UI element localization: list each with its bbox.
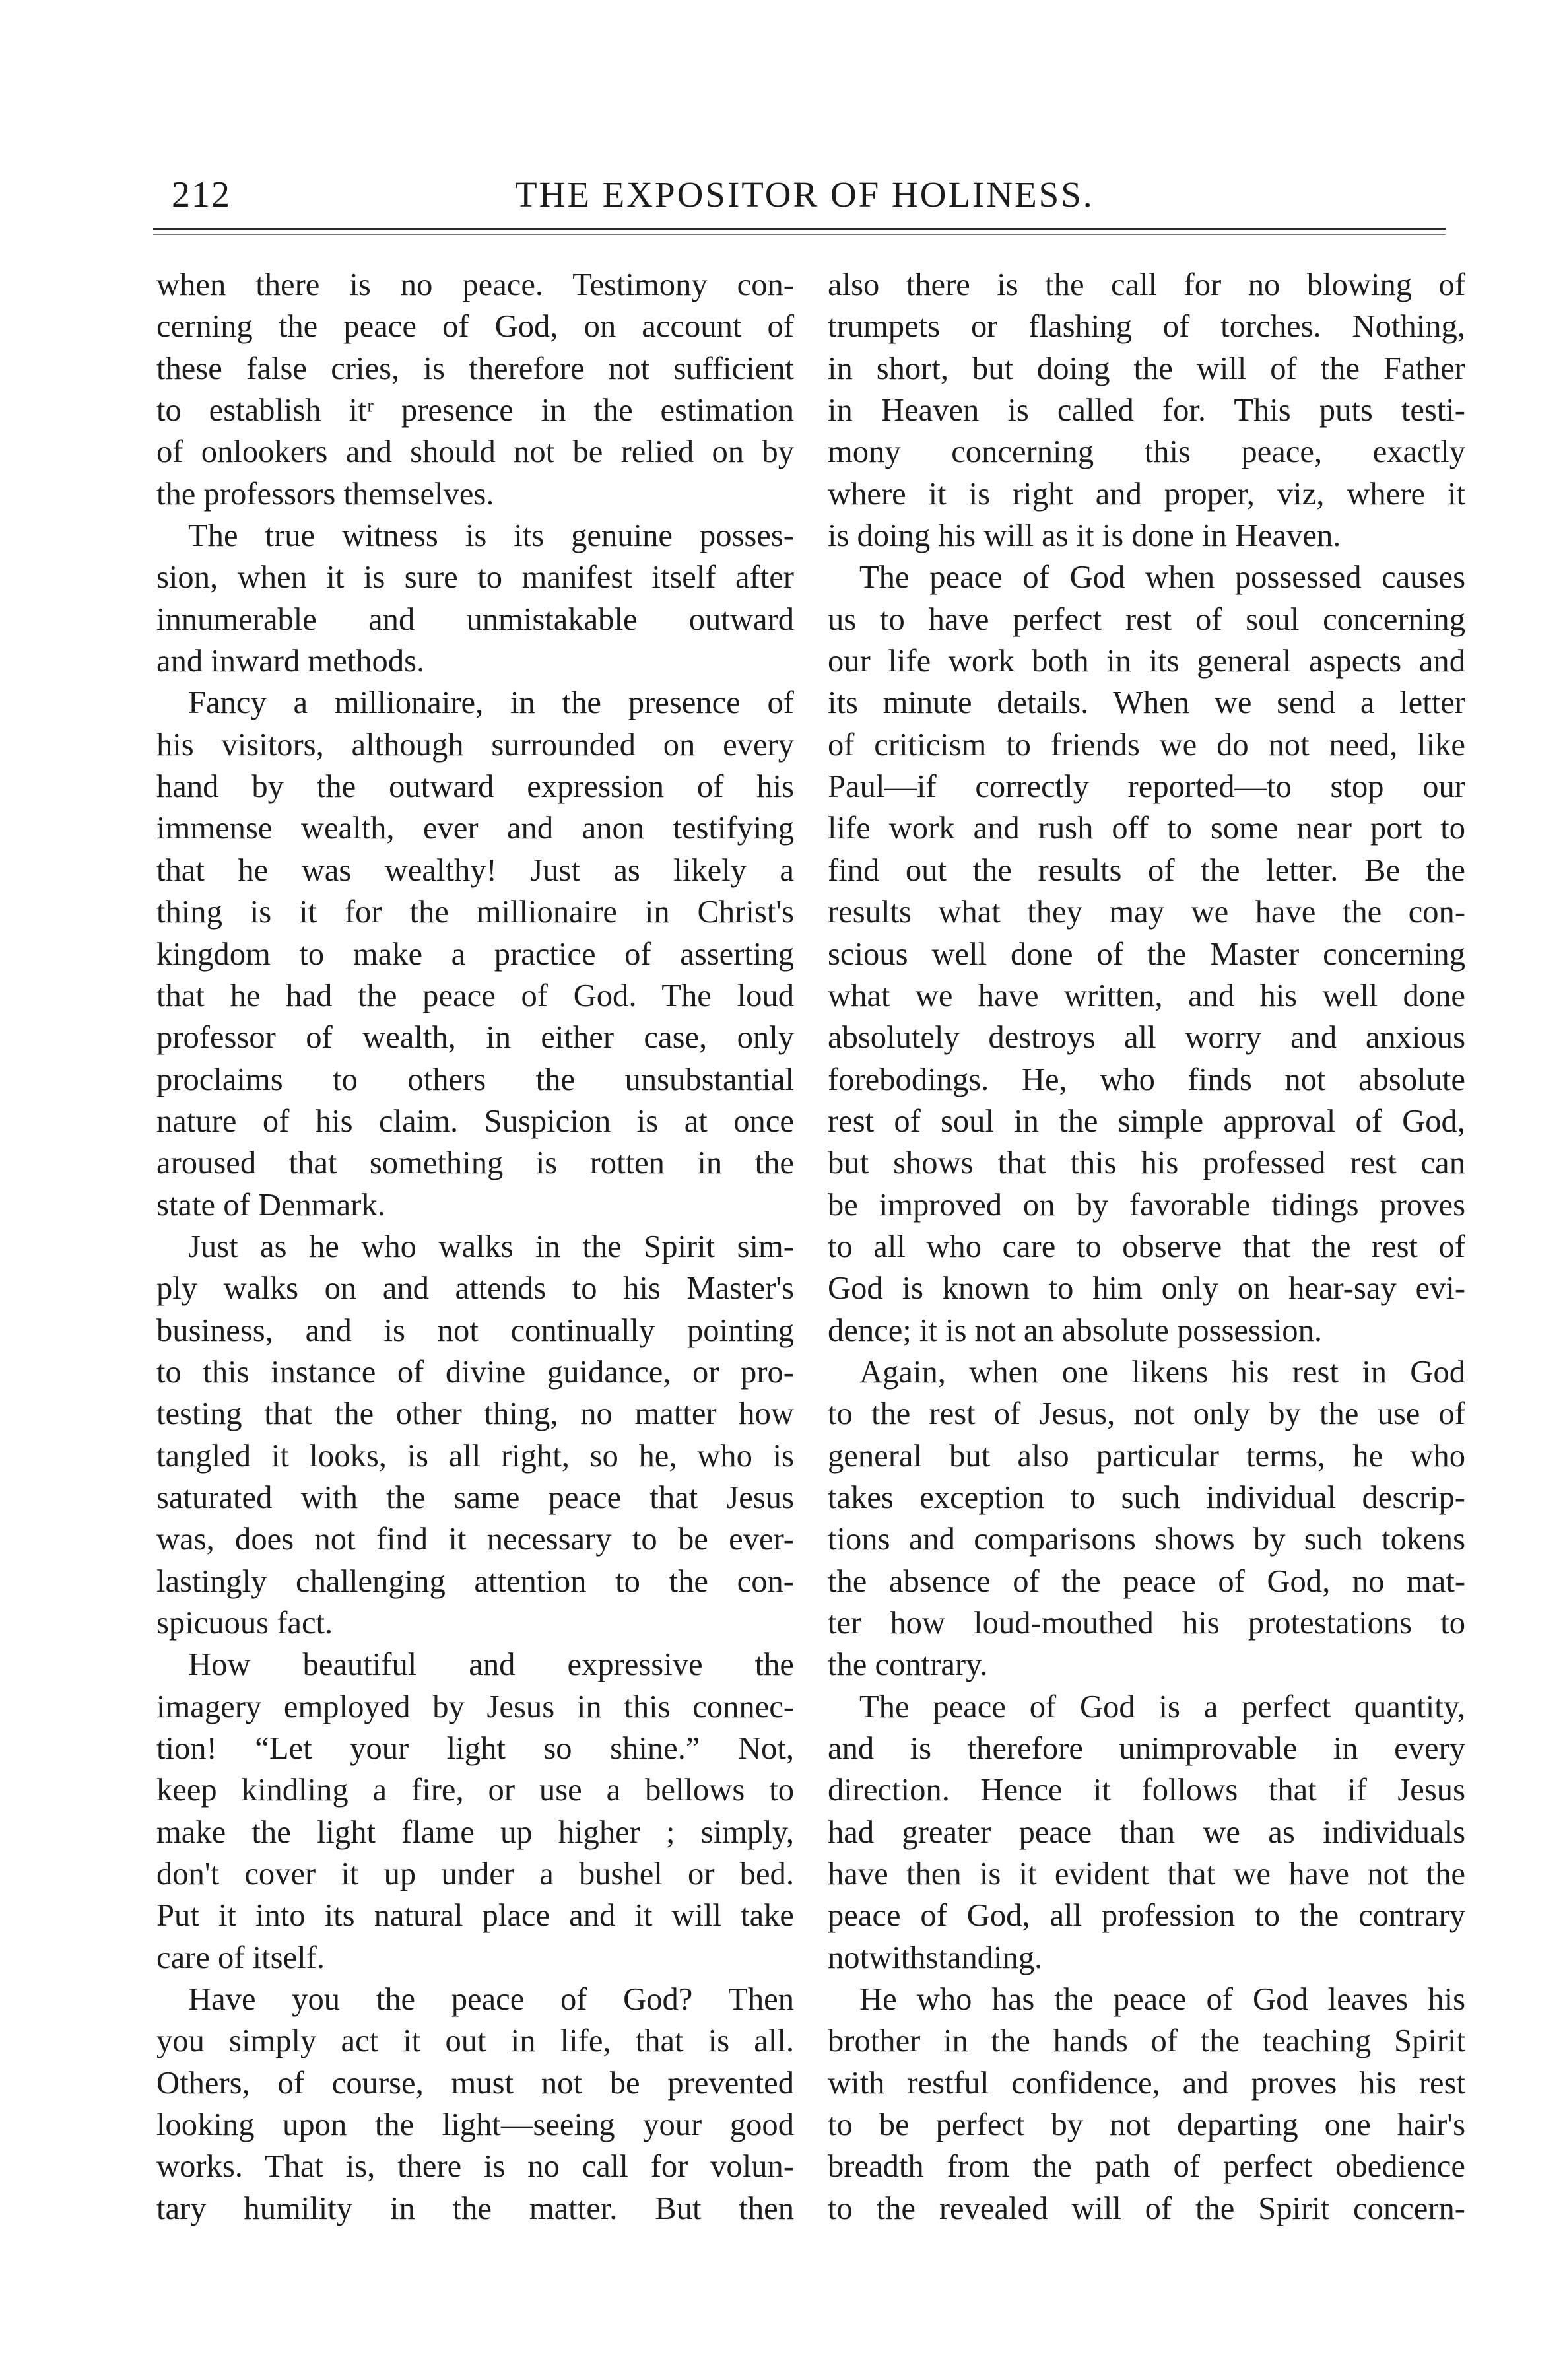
text-line: He who has the peace of God leaves his xyxy=(859,1981,1465,2018)
text-line: The true witness is its genuine posses- xyxy=(188,518,794,554)
text-line: to the revealed will of the Spirit concern- xyxy=(828,2190,1465,2226)
text-line: is doing his will as it is done in Heaven. xyxy=(828,518,1341,554)
text-line: don't cover it up under a bushel or bed. xyxy=(156,1856,794,1892)
text-line: to this instance of divine guidance, or pro- xyxy=(156,1353,794,1390)
text-line: and is therefore unimprovable in every xyxy=(828,1730,1465,1767)
text-line: ply walks on and attends to his Master's xyxy=(156,1270,794,1307)
text-line: The peace of God when possessed causes xyxy=(859,559,1465,595)
text-line: trumpets or flashing of torches. Nothing, xyxy=(828,308,1465,345)
text-line: takes exception to such individual descrip- xyxy=(828,1479,1465,1515)
text-line: state of Denmark. xyxy=(156,1186,385,1223)
text-line: absolutely destroys all worry and anxious xyxy=(828,1019,1465,1056)
text-line: but shows that this his professed rest can xyxy=(828,1145,1465,1181)
text-line: have then is it evident that we have not the xyxy=(828,1856,1465,1892)
text-line: to be perfect by not departing one hair's xyxy=(828,2107,1465,2143)
text-line: thing is it for the millionaire in Christ's xyxy=(156,894,794,930)
text-line: the professors themselves. xyxy=(156,475,494,512)
text-line: that he was wealthy! Just as likely a xyxy=(156,852,794,888)
text-line: How beautiful and expressive the xyxy=(188,1647,794,1683)
text-line: that he had the peace of God. The loud xyxy=(156,977,794,1013)
text-line: cerning the peace of God, on account of xyxy=(156,308,794,345)
text-line: Have you the peace of God? Then xyxy=(188,1981,794,2018)
page-header xyxy=(153,168,1446,221)
text-line: be improved on by favorable tidings proves xyxy=(828,1186,1465,1223)
text-line: the absence of the peace of God, no mat- xyxy=(828,1563,1465,1599)
text-line: these false cries, is therefore not sufficient xyxy=(156,350,794,386)
text-line: immense wealth, ever and anon testifying xyxy=(156,810,794,846)
text-line: aroused that something is rotten in the xyxy=(156,1145,794,1181)
text-line: nature of his claim. Suspicion is at once xyxy=(156,1103,794,1139)
text-line: its minute details. When we send a letter xyxy=(828,685,1465,721)
header-rule xyxy=(153,228,1446,230)
text-line: tions and comparisons shows by such tokens xyxy=(828,1521,1465,1557)
text-line: results what they may we have the con- xyxy=(828,894,1465,930)
text-line: tary humility in the matter. But then xyxy=(156,2190,794,2226)
text-line: imagery employed by Jesus in this connec- xyxy=(156,1688,794,1724)
text-line: life work and rush off to some near port to xyxy=(828,810,1465,846)
text-line: testing that the other thing, no matter how xyxy=(156,1396,794,1432)
text-line: mony concerning this peace, exactly xyxy=(828,434,1465,470)
text-line: was, does not find it necessary to be ever- xyxy=(156,1521,794,1557)
text-line: dence; it is not an absolute possession. xyxy=(828,1312,1323,1348)
text-line: Just as he who walks in the Spirit sim- xyxy=(188,1228,794,1264)
text-line: us to have perfect rest of soul concerning xyxy=(828,601,1465,637)
text-line: what we have written, and his well done xyxy=(828,977,1465,1013)
text-line: of onlookers and should not be relied on by xyxy=(156,434,794,470)
text-line: our life work both in its general aspects and xyxy=(828,643,1465,679)
text-line: also there is the call for no blowing of xyxy=(828,267,1465,302)
text-line: to establish itʳ presence in the estimation xyxy=(156,392,794,428)
text-line: to the rest of Jesus, not only by the use of xyxy=(828,1396,1465,1432)
text-line: notwithstanding. xyxy=(828,1939,1043,1975)
text-line: saturated with the same peace that Jesus xyxy=(156,1479,794,1515)
text-line: in Heaven is called for. This puts testi- xyxy=(828,392,1465,428)
text-line: rest of soul in the simple approval of God, xyxy=(828,1103,1465,1139)
text-line: business, and is not continually pointing xyxy=(156,1312,794,1348)
text-line: spicuous fact. xyxy=(156,1605,333,1641)
text-line: Again, when one likens his rest in God xyxy=(859,1353,1465,1390)
text-line: works. That is, there is no call for volun- xyxy=(156,2148,794,2185)
text-line: care of itself. xyxy=(156,1939,325,1975)
text-line: The peace of God is a perfect quantity, xyxy=(859,1688,1465,1724)
text-line: breadth from the path of perfect obedience xyxy=(828,2148,1465,2185)
text-line: Paul—if correctly reported—to stop our xyxy=(828,768,1465,805)
text-line: forebodings. He, who finds not absolute xyxy=(828,1061,1465,1097)
text-line: to all who care to observe that the rest of xyxy=(828,1228,1465,1264)
text-line: in short, but doing the will of the Father xyxy=(828,350,1465,386)
running-title: THE EXPOSITOR OF HOLINESS. xyxy=(515,174,1094,215)
text-line: tangled it looks, is all right, so he, who is xyxy=(156,1437,794,1474)
text-line: with restful confidence, and proves his rest xyxy=(828,2064,1465,2101)
text-line: and inward methods. xyxy=(156,643,425,679)
text-line: God is known to him only on hear-say evi- xyxy=(828,1270,1465,1307)
text-line: direction. Hence it follows that if Jesus xyxy=(828,1772,1465,1808)
text-line: sion, when it is sure to manifest itself after xyxy=(156,559,794,595)
text-line: hand by the outward expression of his xyxy=(156,768,794,805)
text-line: lastingly challenging attention to the con- xyxy=(156,1563,794,1599)
text-line: find out the results of the letter. Be the xyxy=(828,852,1465,888)
text-line: his visitors, although surrounded on every xyxy=(156,726,794,763)
text-line: kingdom to make a practice of asserting xyxy=(156,935,794,972)
text-line: professor of wealth, in either case, only xyxy=(156,1019,794,1056)
text-line: when there is no peace. Testimony con- xyxy=(156,267,794,302)
text-line: you simply act it out in life, that is all. xyxy=(156,2023,794,2059)
text-line: had greater peace than we as individuals xyxy=(828,1814,1465,1850)
text-line: brother in the hands of the teaching Spirit xyxy=(828,2023,1465,2059)
text-line: looking upon the light—seeing your good xyxy=(156,2107,794,2143)
text-line: where it is right and proper, viz, where it xyxy=(828,475,1465,512)
text-line: Put it into its natural place and it will take xyxy=(156,1897,794,1934)
text-line: keep kindling a fire, or use a bellows to xyxy=(156,1772,794,1808)
text-line: scious well done of the Master concerning xyxy=(828,935,1465,972)
text-line: peace of God, all profession to the contrary xyxy=(828,1897,1465,1934)
text-line: innumerable and unmistakable outward xyxy=(156,601,794,637)
text-line: tion! “Let your light so shine.” Not, xyxy=(156,1730,794,1767)
text-line: general but also particular terms, he who xyxy=(828,1437,1465,1474)
right-column xyxy=(828,264,1465,2229)
text-line: ter how loud-mouthed his protestations to xyxy=(828,1605,1465,1641)
page-number: 212 xyxy=(172,174,231,215)
header-rule-thin xyxy=(153,234,1446,235)
left-column xyxy=(156,264,794,2229)
text-line: Fancy a millionaire, in the presence of xyxy=(188,685,794,721)
text-line: of criticism to friends we do not need, like xyxy=(828,726,1465,763)
text-line: proclaims to others the unsubstantial xyxy=(156,1061,794,1097)
text-line: the contrary. xyxy=(828,1647,988,1683)
text-line: make the light flame up higher ; simply, xyxy=(156,1814,794,1850)
text-line: Others, of course, must not be prevented xyxy=(156,2064,794,2101)
